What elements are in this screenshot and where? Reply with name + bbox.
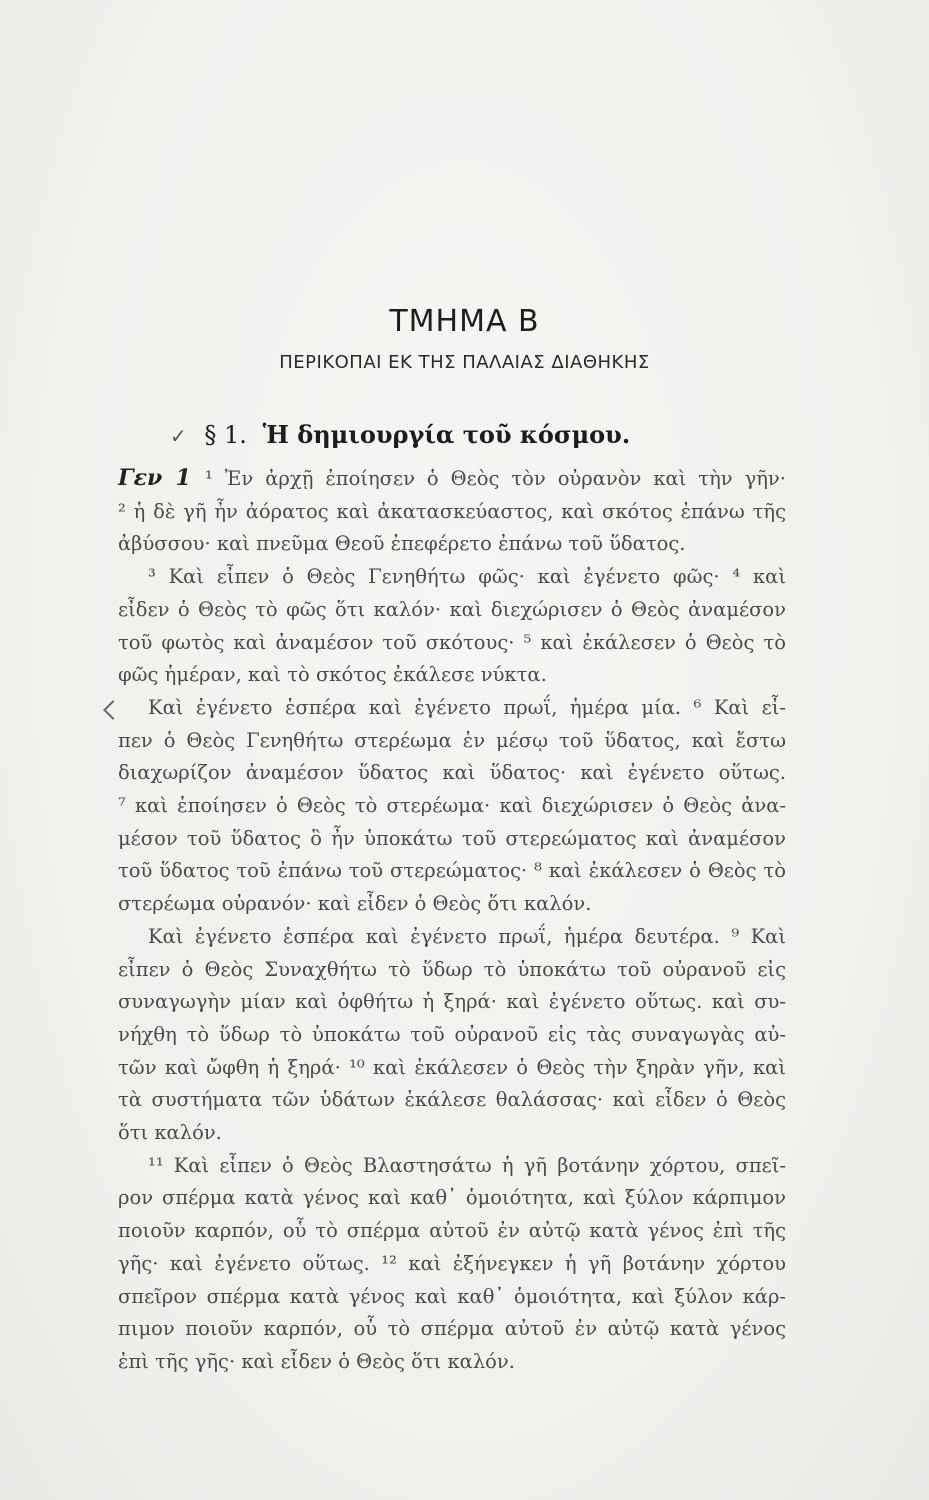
text-line: ποιοῦν καρπόν, οὗ τὸ σπέρμα αὐτοῦ ἐν αὐτῷ κατὰ γένος ἐπὶ τῆς xyxy=(118,1219,786,1243)
text-line: εἶπεν ὁ Θεὸς Συναχθήτω τὸ ὕδωρ τὸ ὑποκάτω τοῦ οὐρανοῦ εἰς xyxy=(118,957,786,981)
heading-number: § 1. xyxy=(204,421,247,449)
text-line: σπεῖρον σπέρμα κατὰ γένος καὶ καθ᾿ ὁμοιότητα, καὶ ξύλον κάρ- xyxy=(118,1284,786,1308)
text-line: ³ Καὶ εἶπεν ὁ Θεὸς Γενηθήτω φῶς· καὶ ἐγένετο φῶς· ⁴ καὶ xyxy=(148,565,786,589)
text-line: Καὶ ἐγένετο ἑσπέρα καὶ ἐγένετο πρωΐ, ἡμέρα δευτέρα. ⁹ Καὶ xyxy=(148,924,786,948)
text-line: τοῦ ὕδατος τοῦ ἐπάνω τοῦ στερεώματος· ⁸ καὶ ἐκάλεσεν ὁ Θεὸς τὸ xyxy=(118,859,786,883)
text-line: πιμον ποιοῦν καρπόν, οὗ τὸ σπέρμα αὐτοῦ ἐν αὐτῷ κατὰ γένος xyxy=(118,1317,786,1341)
text-line: μέσον τοῦ ὕδατος ὃ ἦν ὑποκάτω τοῦ στερεώματος καὶ ἀναμέσον xyxy=(118,826,786,850)
text-line: νήχθη τὸ ὕδωρ τὸ ὑποκάτω τοῦ οὐρανοῦ εἰς τὰς συναγωγὰς αὐ- xyxy=(118,1022,786,1046)
text-line: τὰ συστήματα τῶν ὑδάτων ἐκάλεσε θαλάσσας· καὶ εἶδεν ὁ Θεὸς xyxy=(118,1088,786,1112)
text-line: φῶς ἡμέραν, καὶ τὸ σκότος ἐκάλεσε νύκτα. xyxy=(118,663,547,687)
section-subtitle: ΠΕΡΙΚΟΠΑΙ ΕΚ ΤΗΣ ΠΑΛΑΙΑΣ ΔΙΑΘΗΚΗΣ xyxy=(279,352,650,373)
text-line: Καὶ ἐγένετο ἑσπέρα καὶ ἐγένετο πρωΐ, ἡμέρα μία. ⁶ Καὶ εἶ- xyxy=(148,695,786,719)
text-line: γῆς· καὶ ἐγένετο οὕτως. ¹² καὶ ἐξήνεγκεν ἡ γῆ βοτάνην χόρτου xyxy=(118,1251,786,1275)
body-text xyxy=(118,462,786,1379)
text-line: ⁷ καὶ ἐποίησεν ὁ Θεὸς τὸ στερέωμα· καὶ διεχώρισεν ὁ Θεὸς ἀνα- xyxy=(118,794,786,818)
text-line: εἶδεν ὁ Θεὸς τὸ φῶς ὅτι καλόν· καὶ διεχώρισεν ὁ Θεὸς ἀναμέσον xyxy=(118,597,786,621)
text-line: διαχωρίζον ἀναμέσον ὕδατος καὶ ὕδατος· καὶ ἐγένετο οὕτως. xyxy=(118,761,786,785)
text-line: ἐπὶ τῆς γῆς· καὶ εἶδεν ὁ Θεὸς ὅτι καλόν. xyxy=(118,1349,515,1373)
text-line: ² ἡ δὲ γῆ ἦν ἀόρατος καὶ ἀκατασκεύαστος, καὶ σκότος ἐπάνω τῆς xyxy=(118,499,786,523)
section-title: ΤΜΗΜΑ Β xyxy=(389,304,540,339)
text-line: τοῦ φωτὸς καὶ ἀναμέσον τοῦ σκότους· ⁵ καὶ ἐκάλεσεν ὁ Θεὸς τὸ xyxy=(118,630,786,654)
text-line: ὅτι καλόν. xyxy=(118,1121,222,1145)
scripture-reference: Γεν 1 xyxy=(118,465,191,491)
text-line: ¹¹ Καὶ εἶπεν ὁ Θεὸς Βλαστησάτω ἡ γῆ βοτάνην χόρτου, σπεῖ- xyxy=(148,1153,786,1177)
text-line: ἀβύσσου· καὶ πνεῦμα Θεοῦ ἐπεφέρετο ἐπάνω τοῦ ὕδατος. xyxy=(118,532,686,556)
text-line: συναγωγὴν μίαν καὶ ὀφθήτω ἡ ξηρά· καὶ ἐγένετο οὕτως. καὶ συ- xyxy=(118,990,786,1014)
text-line: τῶν καὶ ὤφθη ἡ ξηρά· ¹⁰ καὶ ἐκάλεσεν ὁ Θεὸς τὴν ξηρὰν γῆν, καὶ xyxy=(118,1055,786,1079)
text-line: ρον σπέρμα κατὰ γένος καὶ καθ᾿ ὁμοιότητα, καὶ ξύλον κάρπιμον xyxy=(118,1186,786,1210)
text-line: Γεν 1 ¹ Ἐν ἀρχῇ ἐποίησεν ὁ Θεὸς τὸν οὐρανὸν καὶ τὴν γῆν· xyxy=(118,465,786,491)
checkmark-icon: ✓ xyxy=(170,424,187,448)
heading-title: Ἡ δημιουργία τοῦ κόσμου. xyxy=(262,420,631,449)
text-line: στερέωμα οὐρανόν· καὶ εἶδεν ὁ Θεὸς ὅτι καλόν. xyxy=(118,892,592,916)
chapter-heading xyxy=(170,420,790,449)
text-line: πεν ὁ Θεὸς Γενηθήτω στερέωμα ἐν μέσῳ τοῦ ὕδατος, καὶ ἔστω xyxy=(118,728,786,752)
